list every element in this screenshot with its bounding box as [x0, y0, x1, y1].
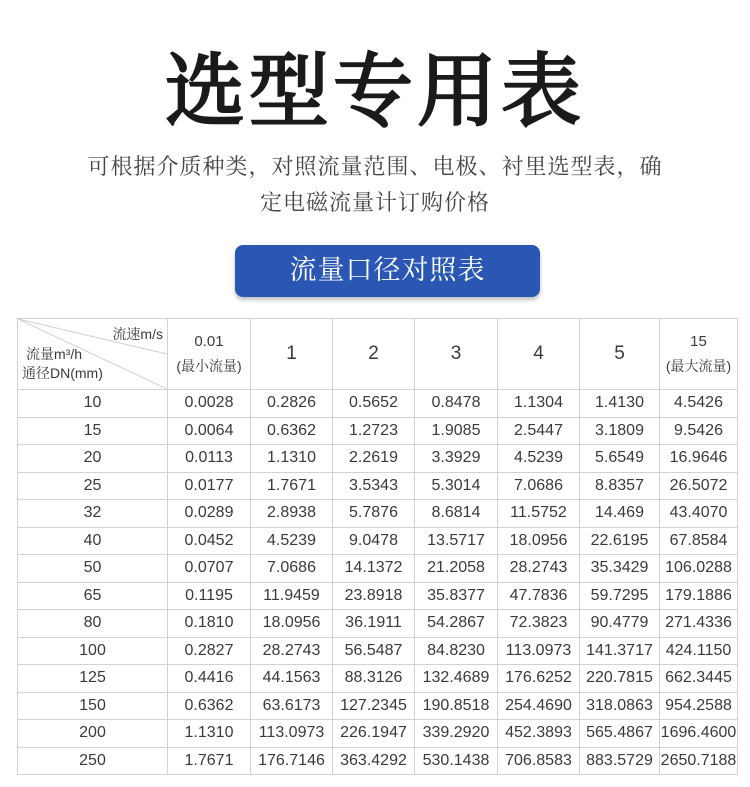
flow-value-cell: 88.3126: [333, 665, 415, 693]
flow-value-cell: 1.7671: [168, 747, 251, 775]
flow-value-cell: 43.4070: [660, 500, 738, 528]
diameter-cell: 25: [18, 472, 168, 500]
flow-value-cell: 190.8518: [415, 692, 498, 720]
flow-value-cell: 220.7815: [580, 665, 660, 693]
diameter-cell: 65: [18, 582, 168, 610]
flow-value-cell: 452.3893: [498, 720, 580, 748]
flow-value-cell: 5.6549: [580, 445, 660, 473]
flow-value-cell: 1.9085: [415, 417, 498, 445]
table-row: [18, 500, 738, 528]
flow-value-cell: 14.1372: [333, 555, 415, 583]
flow-value-cell: 35.8377: [415, 582, 498, 610]
flow-value-cell: 424.1150: [660, 637, 738, 665]
flow-value-cell: 0.4416: [168, 665, 251, 693]
table-row: [18, 472, 738, 500]
flow-value-cell: 4.5239: [251, 527, 333, 555]
flow-value-cell: 0.0452: [168, 527, 251, 555]
flow-diameter-table-container: [17, 318, 737, 775]
column-header-value: 4: [533, 343, 544, 364]
flow-value-cell: 2.2619: [333, 445, 415, 473]
diameter-cell: 32: [18, 500, 168, 528]
flow-value-cell: 67.8584: [660, 527, 738, 555]
column-header: [251, 319, 333, 390]
flow-diameter-table: [17, 318, 738, 775]
flow-value-cell: 44.1563: [251, 665, 333, 693]
flow-value-cell: 0.0064: [168, 417, 251, 445]
flow-value-cell: 0.5652: [333, 390, 415, 418]
table-row: [18, 445, 738, 473]
flow-value-cell: 179.1886: [660, 582, 738, 610]
flow-value-cell: 4.5426: [660, 390, 738, 418]
flow-value-cell: 90.4779: [580, 610, 660, 638]
flow-value-cell: 363.4292: [333, 747, 415, 775]
diameter-cell: 15: [18, 417, 168, 445]
column-header-value: 15: [690, 333, 707, 350]
flow-value-cell: 28.2743: [498, 555, 580, 583]
column-header: [498, 319, 580, 390]
column-header-value: 0.01: [194, 333, 224, 350]
flow-value-cell: 0.2827: [168, 637, 251, 665]
flow-value-cell: 318.0863: [580, 692, 660, 720]
diameter-axis-label: 通径DN(mm): [22, 365, 103, 381]
flow-value-cell: 0.0707: [168, 555, 251, 583]
subtitle: [40, 150, 710, 222]
flow-value-cell: 23.8918: [333, 582, 415, 610]
column-header: [660, 319, 738, 390]
page-title: 选型专用表: [165, 45, 585, 138]
diameter-cell: 50: [18, 555, 168, 583]
diameter-cell: 10: [18, 390, 168, 418]
flow-value-cell: 0.0289: [168, 500, 251, 528]
flow-value-cell: 2.8938: [251, 500, 333, 528]
flow-value-cell: 0.8478: [415, 390, 498, 418]
table-row: [18, 555, 738, 583]
flow-value-cell: 35.3429: [580, 555, 660, 583]
flow-value-cell: 1.1310: [251, 445, 333, 473]
table-row: [18, 665, 738, 693]
flow-value-cell: 18.0956: [251, 610, 333, 638]
flow-value-cell: 9.0478: [333, 527, 415, 555]
diameter-cell: 100: [18, 637, 168, 665]
flow-value-cell: 1.1310: [168, 720, 251, 748]
flow-value-cell: 84.8230: [415, 637, 498, 665]
flow-value-cell: 0.0113: [168, 445, 251, 473]
flow-value-cell: 0.0028: [168, 390, 251, 418]
flow-value-cell: 3.3929: [415, 445, 498, 473]
table-row: [18, 610, 738, 638]
column-header: [580, 319, 660, 390]
flow-value-cell: 22.6195: [580, 527, 660, 555]
flow-value-cell: 176.6252: [498, 665, 580, 693]
column-header-note: (最小流量): [176, 358, 242, 374]
flow-value-cell: 72.3823: [498, 610, 580, 638]
flow-value-cell: 883.5729: [580, 747, 660, 775]
flow-value-cell: 565.4867: [580, 720, 660, 748]
diameter-cell: 200: [18, 720, 168, 748]
table-header-row: [18, 319, 738, 390]
flow-value-cell: 59.7295: [580, 582, 660, 610]
flow-value-cell: 56.5487: [333, 637, 415, 665]
flow-value-cell: 3.1809: [580, 417, 660, 445]
flow-value-cell: 16.9646: [660, 445, 738, 473]
flow-value-cell: 271.4336: [660, 610, 738, 638]
diameter-cell: 250: [18, 747, 168, 775]
flow-value-cell: 106.0288: [660, 555, 738, 583]
table-corner-header: [18, 319, 168, 390]
flow-value-cell: 954.2588: [660, 692, 738, 720]
flow-value-cell: 13.5717: [415, 527, 498, 555]
diameter-cell: 150: [18, 692, 168, 720]
flow-value-cell: 0.6362: [168, 692, 251, 720]
table-row: [18, 720, 738, 748]
column-header: [168, 319, 251, 390]
table-row: [18, 417, 738, 445]
flow-value-cell: 1696.4600: [660, 720, 738, 748]
flow-value-cell: 3.5343: [333, 472, 415, 500]
column-header-note: (最大流量): [665, 358, 732, 374]
table-row: [18, 390, 738, 418]
flow-value-cell: 176.7146: [251, 747, 333, 775]
flow-value-cell: 8.8357: [580, 472, 660, 500]
section-banner: 流量口径对照表: [235, 245, 540, 297]
flow-value-cell: 4.5239: [498, 445, 580, 473]
flow-value-cell: 0.6362: [251, 417, 333, 445]
flow-value-cell: 11.9459: [251, 582, 333, 610]
flow-value-cell: 2650.7188: [660, 747, 738, 775]
flow-value-cell: 1.2723: [333, 417, 415, 445]
flow-value-cell: 132.4689: [415, 665, 498, 693]
velocity-axis-label: 流速m/s: [112, 326, 163, 342]
flow-value-cell: 1.1304: [498, 390, 580, 418]
flow-value-cell: 9.5426: [660, 417, 738, 445]
diameter-cell: 80: [18, 610, 168, 638]
flow-value-cell: 113.0973: [498, 637, 580, 665]
flow-value-cell: 226.1947: [333, 720, 415, 748]
table-body: [18, 390, 738, 775]
column-header-value: 1: [286, 343, 297, 364]
flow-value-cell: 26.5072: [660, 472, 738, 500]
flow-value-cell: 28.2743: [251, 637, 333, 665]
table-row: [18, 747, 738, 775]
flow-value-cell: 7.0686: [498, 472, 580, 500]
flow-value-cell: 18.0956: [498, 527, 580, 555]
column-header-value: 5: [614, 343, 625, 364]
flow-value-cell: 0.0177: [168, 472, 251, 500]
flow-value-cell: 8.6814: [415, 500, 498, 528]
diameter-cell: 125: [18, 665, 168, 693]
table-row: [18, 692, 738, 720]
diameter-cell: 20: [18, 445, 168, 473]
subtitle-line-2: 定电磁流量计订购价格: [259, 191, 490, 216]
flow-value-cell: 47.7836: [498, 582, 580, 610]
flow-value-cell: 0.1810: [168, 610, 251, 638]
flow-value-cell: 127.2345: [333, 692, 415, 720]
column-header-value: 3: [450, 343, 462, 364]
flow-value-cell: 113.0973: [251, 720, 333, 748]
table-row: [18, 582, 738, 610]
flow-value-cell: 339.2920: [415, 720, 498, 748]
flow-value-cell: 0.2826: [251, 390, 333, 418]
table-row: [18, 527, 738, 555]
flow-axis-label: 流量m³/h: [26, 346, 82, 362]
flow-value-cell: 0.1195: [168, 582, 251, 610]
table-row: [18, 637, 738, 665]
flow-value-cell: 14.469: [580, 500, 660, 528]
flow-value-cell: 141.3717: [580, 637, 660, 665]
flow-value-cell: 5.7876: [333, 500, 415, 528]
subtitle-line-1: 可根据介质种类，对照流量范围、电极、衬里选型表，确: [87, 155, 663, 180]
flow-value-cell: 706.8583: [498, 747, 580, 775]
flow-value-cell: 21.2058: [415, 555, 498, 583]
flow-value-cell: 54.2867: [415, 610, 498, 638]
flow-value-cell: 5.3014: [415, 472, 498, 500]
flow-value-cell: 1.7671: [251, 472, 333, 500]
flow-value-cell: 63.6173: [251, 692, 333, 720]
flow-value-cell: 11.5752: [498, 500, 580, 528]
flow-value-cell: 1.4130: [580, 390, 660, 418]
flow-value-cell: 254.4690: [498, 692, 580, 720]
flow-value-cell: 7.0686: [251, 555, 333, 583]
flow-value-cell: 36.1911: [333, 610, 415, 638]
column-header: [415, 319, 498, 390]
flow-value-cell: 2.5447: [498, 417, 580, 445]
column-header-value: 2: [368, 343, 379, 364]
diameter-cell: 40: [18, 527, 168, 555]
flow-value-cell: 530.1438: [415, 747, 498, 775]
column-header: [333, 319, 415, 390]
flow-value-cell: 662.3445: [660, 665, 738, 693]
